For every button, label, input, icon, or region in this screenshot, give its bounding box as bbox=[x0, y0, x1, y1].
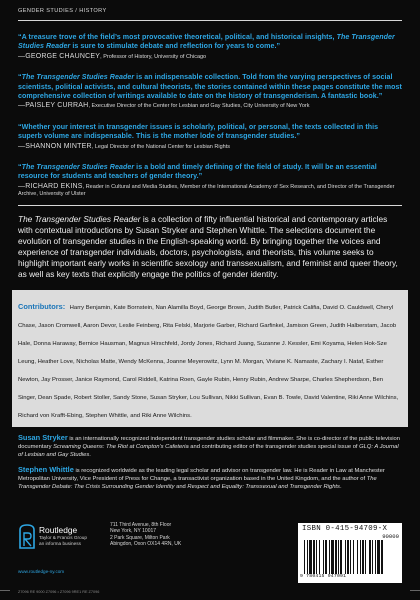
barcode-bars bbox=[304, 540, 396, 574]
routledge-logo-icon bbox=[18, 524, 36, 550]
barcode-bar bbox=[325, 540, 327, 574]
blurbs bbox=[18, 33, 402, 199]
cover-footer bbox=[18, 522, 402, 582]
publisher-name: Routledge bbox=[39, 525, 78, 535]
barcode-bar bbox=[381, 540, 383, 574]
editor-name: Susan Stryker bbox=[18, 432, 68, 442]
editor-name: Stephen Whittle bbox=[18, 464, 74, 474]
barcode-bar bbox=[319, 540, 320, 574]
blurb-attribution: —SHANNON MINTER, Legal Director of the National Center for Lesbian Rights bbox=[18, 142, 230, 150]
publisher-url: www.routledge-ny.com bbox=[18, 569, 65, 574]
blurb-attribution: —RICHARD EKINS, Reader in Cultural and Media Studies, Member of the International Academy of Sex Research, and Director of the Transgender Archive, University of Ulster bbox=[18, 182, 395, 198]
blurb bbox=[18, 123, 402, 151]
barcode-bar bbox=[323, 540, 324, 574]
blurb-quote: “Whether your interest in transgender issues is scholarly, political, or personal, the texts collected in this superb volume are indispensable. This is the mother lode of transgender studies.” bbox=[18, 122, 379, 141]
barcode-digits: 9 780415 947091 bbox=[300, 574, 347, 579]
isbn-barcode bbox=[298, 523, 402, 583]
editor-bio: Susan Stryker is an internationally recognized independent transgender studies scholar and filmmaker. She is co-director of the public television documentary Screaming Queens: The Riot at Compton’s Cafeteria and contributing editor of the transgender studies special issue of GLQ: A Journal of Lesbian and Gay Studies. bbox=[18, 432, 400, 458]
barcode-bar bbox=[375, 540, 376, 574]
blurb bbox=[18, 73, 402, 111]
publisher-address: 711 Third Avenue, 8th Floor New York, NY 10017 2 Park Square, Milton Park Abingdon, Oxon OX14 4RN, UK bbox=[110, 522, 182, 548]
barcode-bar bbox=[353, 540, 354, 574]
category-label: GENDER STUDIES / HISTORY bbox=[18, 8, 107, 14]
barcode-bar bbox=[309, 540, 312, 574]
barcode-bar bbox=[369, 540, 371, 574]
publisher-group: Taylor & Francis Group an informa business bbox=[39, 535, 87, 546]
barcode-bar bbox=[362, 540, 364, 574]
printer-code: Z7096 RE 9000 Z7096 • Z7096 9RE1 RE Z7096 bbox=[18, 590, 100, 594]
barcode-bar bbox=[357, 540, 358, 574]
barcode-bar bbox=[350, 540, 351, 574]
blurb-attribution: —PAISLEY CURRAH, Executive Director of the Center for Lesbian and Gay Studies, City University of New York bbox=[18, 102, 310, 110]
editor-bio: Stephen Whittle is recognized worldwide as the leading legal scholar and advisor on transgender law. He is Reader in Law at Manchester Metropolitan University, Vice President of Press for Change, a transactivist organization based in the United Kingdom, and the author of The Transgender Debate: The Crisis Surrounding Gender Identity and Respect and Equality: Transsexual and Transgender Rights. bbox=[18, 464, 385, 490]
contributors-box bbox=[12, 290, 408, 427]
barcode-bar bbox=[335, 540, 337, 574]
publisher-logo bbox=[18, 524, 94, 554]
blurb-quote: “A treasure trove of the field’s most provocative theoretical, political, and historical insights, The Transgender Studies Reader is sure to stimulate debate and reflection for years to come.” bbox=[18, 33, 395, 51]
blurb bbox=[18, 33, 402, 61]
blurb-quote: “The Transgender Studies Reader is a bold and timely defining of the field of study. It will be an essential resource for students and teachers of gender theory.” bbox=[18, 163, 377, 181]
barcode-bar bbox=[360, 540, 361, 574]
barcode-bar bbox=[345, 540, 346, 574]
barcode-bar bbox=[377, 540, 380, 574]
book-description: The Transgender Studies Reader is a collection of fifty influential historical and contemporary articles with contextual introductions by Susan Stryker and Stephen Whittle. The selections document the evolution of transgender studies in the English-speaking world. By bringing together the voices and experience of transgender individuals, doctors, psychologists, and theorists, this volume seeks to highlight important early works in scientific sexology and transsexualism, and feminist and queer theory, as well as key texts that explicitly engage the politics of gender identity. bbox=[18, 213, 398, 279]
mid-divider bbox=[18, 205, 402, 206]
barcode-bar bbox=[329, 540, 330, 574]
barcode-bar bbox=[304, 540, 305, 574]
barcode-bar bbox=[347, 540, 349, 574]
blurb-attribution: —GEORGE CHAUNCEY, Professor of History, University of Chicago bbox=[18, 52, 207, 60]
barcode-bar bbox=[313, 540, 315, 574]
top-divider bbox=[18, 20, 402, 21]
barcode-bar bbox=[365, 540, 366, 574]
blurb bbox=[18, 163, 402, 199]
barcode-bar bbox=[331, 540, 334, 574]
barcode-bar bbox=[340, 540, 342, 574]
barcode-bar bbox=[338, 540, 339, 574]
barcode-bar bbox=[316, 540, 317, 574]
barcode-bar bbox=[372, 540, 373, 574]
isbn-addon: 90000 bbox=[382, 533, 399, 540]
blurb-quote: “The Transgender Studies Reader is an indispensable collection. Told from the varying perspectives of social scientists, political activists, and cultural theorists, the stories contained within these pages constitute the most comprehensive collection of writings available to date on the history of transgenderism. A fantastic book.” bbox=[18, 73, 402, 101]
crop-mark bbox=[410, 590, 420, 591]
contributors-list: Harry Benjamin, Kate Bornstein, Nan Alamilla Boyd, George Brown, Judith Butler, Patrick Califia, David O. Cauldwell, Cheryl Chase, Jason Cromwell, Aaron Devor, Leslie Feinberg, Rita Felski, Marjorie Garber, Richard Garfinkel, Jamison Green, Judith Halberstam, Jacob Hale, Donna Haraway, Bernice Hausman, Magnus Hirschfeld, Jordy Jones, Richard Juang, Suzanne J. Kessler, Emi Koyama, Helen Hok-Sze Leung, Heather Love, Nicholas Matte, Wendy McKenna, Joanne Meyerowitz, Lynn M. Morgan, Viviane K. Namaste, Zachary I. Nataf, Esther Newton, Jay Prosser, Janice Raymond, Carol Riddell, Katrina Roen, Gayle Rubin, Henry Rubin, Andrew Sharpe, Charles Shepherdson, Ben Singer, Dean Spade, Robert Stoller, Sandy Stone, Susan Stryker, Lou Sullivan, Nikki Sullivan, Evan B. Towle, David Valentine, Riki Anne Wilchins, Richard von Krafft-Ebing, Stephen Whittle, and Riki Anne Wilchins. bbox=[18, 304, 399, 419]
isbn-number: ISBN 0-415-94709-X bbox=[302, 525, 388, 533]
crop-mark bbox=[0, 590, 10, 591]
barcode-bar bbox=[307, 540, 308, 574]
contributors-label: Contributors: bbox=[18, 301, 66, 311]
